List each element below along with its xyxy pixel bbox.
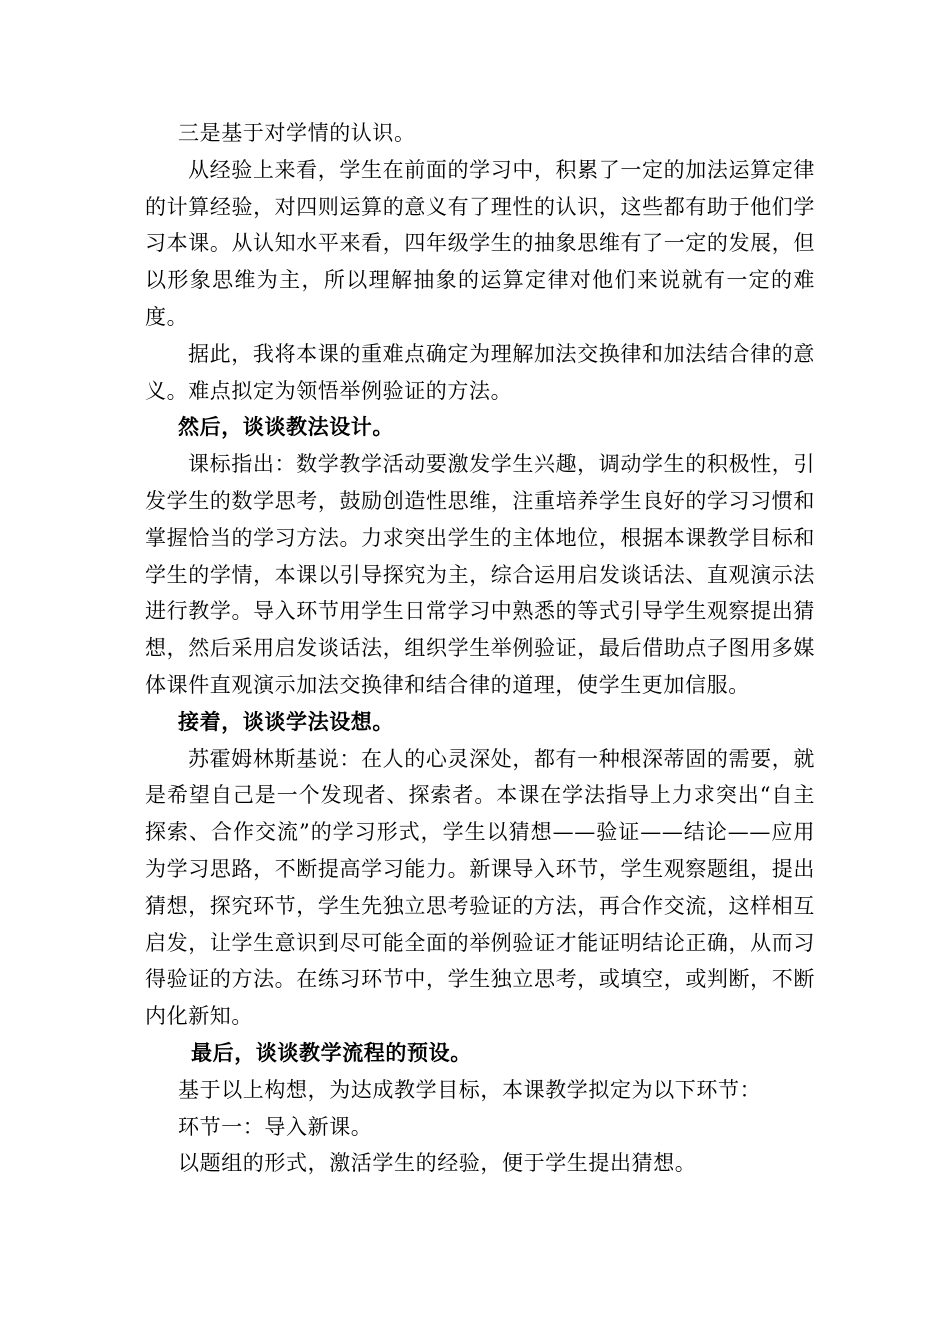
- document-body: [145, 115, 815, 1182]
- paragraph-stage-one: 环节一：导入新课。: [178, 1114, 373, 1139]
- paragraph-based-on-ideas: 基于以上构想，为达成教学目标，本课教学拟定为以下环节：: [178, 1077, 762, 1102]
- paragraph-sukhomlinsky: 苏霍姆林斯基说：在人的心灵深处，都有一种根深蒂固的需要，就是希望自己是一个发现者、探索者。本课在学法指导上力求突出“自主探索、合作交流”的学习形式，学生以猜想——验证——结论——应用为学习思路，不断提高学习能力。新课导入环节，学生观察题组，提出猜想，探究环节，学生先独立思考验证的方法，再合作交流，这样相互启发，让学生意识到尽可能全面的举例验证才能证明结论正确，从而习得验证的方法。在练习环节中，学生独立思考，或填空，或判断，不断内化新知。: [145, 746, 815, 1029]
- paragraph-key-points: 据此，我将本课的重难点确定为理解加法交换律和加法结合律的意义。难点拟定为领悟举例验证的方法。: [145, 341, 815, 403]
- paragraph-question-group: 以题组的形式，激活学生的经验，便于学生提出猜想。: [178, 1151, 697, 1176]
- paragraph-experience: 从经验上来看，学生在前面的学习中，积累了一定的加法运算定律的计算经验，对四则运算的意义有了理性的认识，这些都有助于他们学习本课。从认知水平来看，四年级学生的抽象思维有了一定的发展，但以形象思维为主，所以理解抽象的运算定律对他们来说就有一定的难度。: [145, 157, 815, 329]
- heading-learning-method: 接着，谈谈学法设想。: [178, 708, 394, 734]
- paragraph-curriculum-standard: 课标指出：数学教学活动要激发学生兴趣，调动学生的积极性，引发学生的数学思考，鼓励创造性思维，注重培养学生良好的学习习惯和掌握恰当的学习方法。力求突出学生的主体地位，根据本课教学目标和学生的学情，本课以引导探究为主，综合运用启发谈话法、直观演示法进行教学。导入环节用学生日常学习中熟悉的等式引导学生观察提出猜想，然后采用启发谈话法，组织学生举例验证，最后借助点子图用多媒体课件直观演示加法交换律和结合律的道理，使学生更加信服。: [145, 452, 815, 697]
- paragraph-learner-analysis-heading: 三是基于对学情的认识。: [178, 121, 416, 145]
- heading-teaching-process: 最后，谈谈教学流程的预设。: [191, 1039, 472, 1065]
- heading-teaching-method: 然后，谈谈教法设计。: [178, 414, 394, 440]
